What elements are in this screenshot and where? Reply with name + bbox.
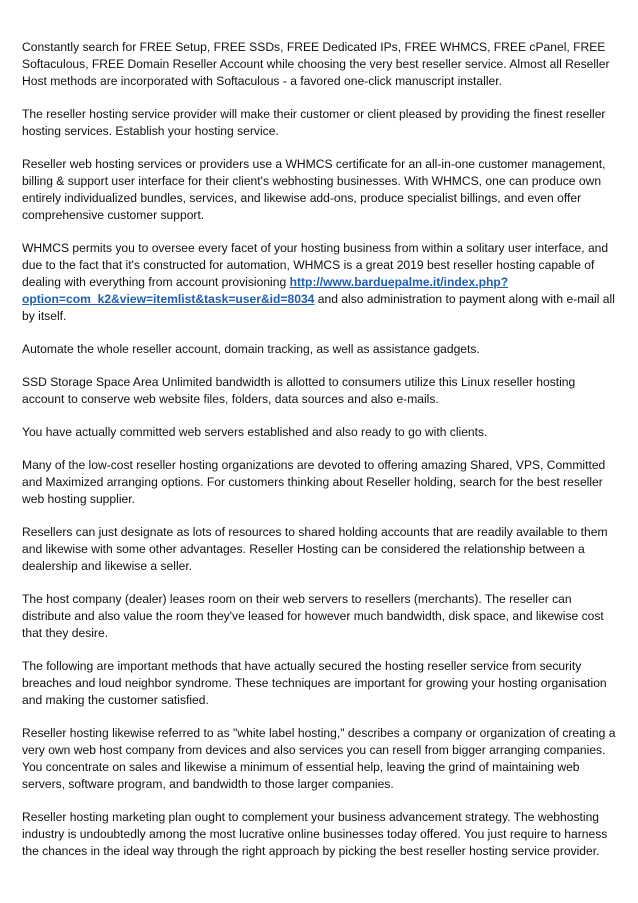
paragraph-whmcs-certificate: Reseller web hosting services or providers use a WHMCS certificate for an all-in-one customer management, billing & support user interface for their client's webhosting businesses. With WHMCS, one can produce own entirely individualized bundles, services, and likewise add-ons, produce specialist billings, and even offer comprehensive customer support. bbox=[22, 157, 606, 222]
paragraph-important-methods: The following are important methods that have actually secured the hosting reseller service from security breaches and loud neighbor syndrome. These techniques are important for growing your hosting organisation and making the customer satisfied. bbox=[22, 659, 607, 707]
paragraph-committed-servers: You have actually committed web servers established and also ready to go with clients. bbox=[22, 425, 488, 439]
paragraph-ssd-storage: SSD Storage Space Area Unlimited bandwidth is allotted to consumers utilize this Linux reseller hosting account to conserve web website files, folders, data sources and also e-mails. bbox=[22, 375, 576, 406]
document-body bbox=[22, 39, 618, 876]
paragraph-text-before-link: WHMCS permits you to oversee every facet of your hosting business from within a solitary user interface, and due to the fact that it's constructed for automation, WHMCS is a great 2019 best reseller hosting capable of dealing with everything from account provisioning bbox=[22, 241, 609, 289]
paragraph-free-features: Constantly search for FREE Setup, FREE SSDs, FREE Dedicated IPs, FREE WHMCS, FREE cPanel, FREE Softaculous, FREE Domain Reseller Account while choosing the very best reseller service. Almost all Reseller Host methods are incorporated with Softaculous - a favored one-click manuscript installer. bbox=[22, 40, 610, 88]
paragraph-whmcs-permits bbox=[22, 240, 618, 325]
paragraph-resellers-designate: Resellers can just designate as lots of resources to shared holding accounts that are readily available to them and likewise with some other advantages. Reseller Hosting can be considered the relationship between a dealership and likewise a seller. bbox=[22, 525, 608, 573]
paragraph-text-after-link: and also administration to payment along with e-mail all by itself. bbox=[22, 292, 615, 323]
paragraph-host-company: The host company (dealer) leases room on their web servers to resellers (merchants). The reseller can distribute and also value the room they've leased for however much bandwidth, disk space, and likewise cost that they desire. bbox=[22, 592, 604, 640]
paragraph-automate: Automate the whole reseller account, domain tracking, as well as assistance gadgets. bbox=[22, 342, 480, 356]
paragraph-low-cost: Many of the low-cost reseller hosting organizations are devoted to offering amazing Shared, VPS, Committed and Maximized arranging options. For customers thinking about Reseller holding, search for the best reseller web hosting supplier. bbox=[22, 458, 606, 506]
account-provisioning-link[interactable]: http://www.barduepalme.it/index.php?option=com_k2&view=itemlist&task=user&id=8034 bbox=[22, 275, 509, 306]
paragraph-white-label: Reseller hosting likewise referred to as "white label hosting," describes a company or organization of creating a very own web host company from devices and also services you can resell from bigger arranging companies. You concentrate on sales and likewise a minimum of essential help, leaving the grind of maintaining web servers, software program, and bandwidth to those larger companies. bbox=[22, 726, 616, 791]
paragraph-provider-pleases: The reseller hosting service provider will make their customer or client pleased by providing the finest reseller hosting services. Establish your hosting service. bbox=[22, 107, 606, 138]
paragraph-marketing-plan: Reseller hosting marketing plan ought to complement your business advancement strategy. The webhosting industry is undoubtedly among the most lucrative online businesses today offered. You just require to harness the chances in the ideal way through the right approach by picking the best reseller hosting service provider. bbox=[22, 810, 608, 858]
